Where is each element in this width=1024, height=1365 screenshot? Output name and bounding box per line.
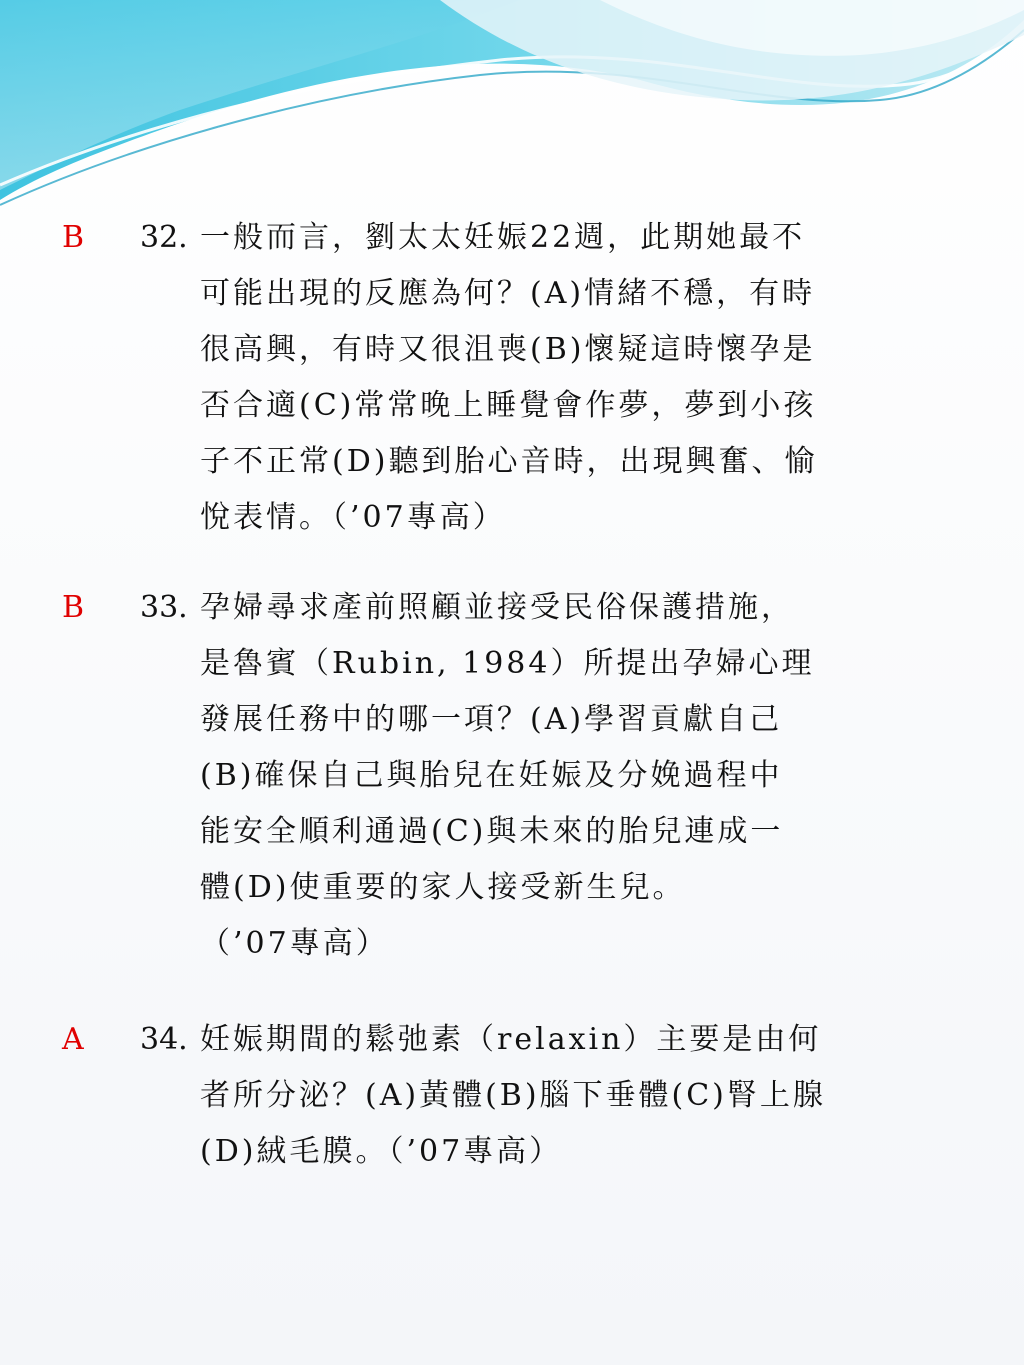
question-line: 很高興，有時又很沮喪(B)懷疑這時懷孕是 xyxy=(200,332,816,367)
question-line: 妊娠期間的鬆弛素（relaxin）主要是由何 xyxy=(200,1022,822,1057)
question-line: 一般而言，劉太太妊娠22週，此期她最不 xyxy=(200,220,806,255)
question-line: 悅表情。（’07專高） xyxy=(200,500,506,535)
answer-label: A xyxy=(62,1022,84,1057)
answer-label: B xyxy=(62,220,85,255)
question-line: 者所分泌？(A)黃體(B)腦下垂體(C)腎上腺 xyxy=(200,1078,826,1113)
answer-label: B xyxy=(62,590,85,625)
question-line: 能安全順利通過(C)與未來的胎兒連成一 xyxy=(200,814,784,849)
question-number: 33. xyxy=(140,590,188,625)
question-line: （’07專高） xyxy=(200,926,389,961)
question-line: 孕婦尋求產前照顧並接受民俗保護措施， xyxy=(200,590,794,625)
question-line: 子不正常(D)聽到胎心音時，出現興奮、愉 xyxy=(200,444,818,479)
question-line: (D)絨毛膜。（’07專高） xyxy=(200,1134,563,1169)
question-line: 可能出現的反應為何？(A)情緒不穩，有時 xyxy=(200,276,816,311)
header-wave-decoration xyxy=(0,0,1024,220)
question-line: (B)確保自己與胎兒在妊娠及分娩過程中 xyxy=(200,758,783,793)
question-line: 否合適(C)常常晚上睡覺會作夢，夢到小孩 xyxy=(200,388,817,423)
question-line: 是魯賓（Rubin, 1984）所提出孕婦心理 xyxy=(200,646,815,681)
question-number: 32. xyxy=(140,220,188,255)
question-line: 體(D)使重要的家人接受新生兒。 xyxy=(200,870,686,905)
question-number: 34. xyxy=(140,1022,188,1057)
question-line: 發展任務中的哪一項？(A)學習貢獻自己 xyxy=(200,702,783,737)
